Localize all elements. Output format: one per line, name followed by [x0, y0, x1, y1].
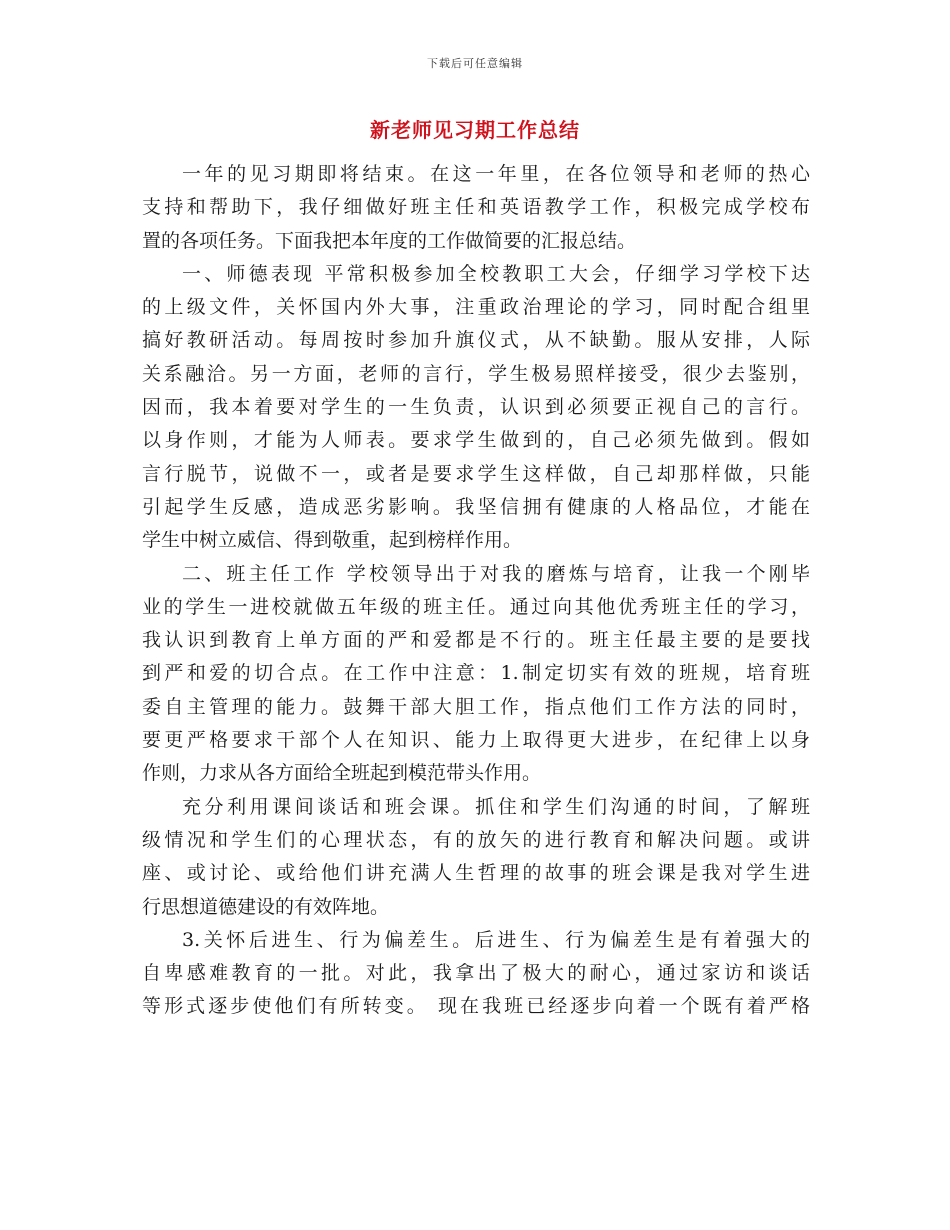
text-line: 我认识到教育上单方面的严和爱都是不行的。班主任最主要的是要找: [142, 629, 810, 652]
text-line: 座、或讨论、或给他们讲充满人生哲理的故事的班会课是我对学生进: [142, 862, 810, 885]
text-line: 业的学生一进校就做五年级的班主任。通过向其他优秀班主任的学习，: [142, 595, 810, 618]
document-body: [142, 158, 810, 1024]
paragraph-class-meetings: [142, 791, 810, 924]
text-line: 自卑感难教育的一批。对此，我拿出了极大的耐心，通过家访和谈话: [142, 962, 810, 985]
text-line: 支持和帮助下，我仔细做好班主任和英语教学工作，积极完成学校布: [142, 196, 810, 219]
text-line: 充分利用课间谈话和班会课。抓住和学生们沟通的时间，了解班: [182, 795, 810, 818]
text-line: 等形式逐步使他们有所转变。 现在我班已经逐步向着一个既有着严格: [142, 995, 810, 1018]
text-line: 言行脱节，说做不一，或者是要求学生这样做，自己却那样做，只能: [142, 462, 810, 485]
text-line: 级情况和学生们的心理状态，有的放矢的进行教育和解决问题。或讲: [142, 828, 810, 851]
text-line: 行思想道德建设的有效阵地。: [142, 895, 390, 918]
page-header-note: 下载后可任意编辑: [427, 57, 523, 70]
text-line: 二、班主任工作 学校领导出于对我的磨炼与培育，让我一个刚毕: [182, 562, 810, 585]
text-line: 因而，我本着要对学生的一生负责，认识到必须要正视自己的言行。: [142, 396, 810, 419]
text-line: 以身作则，才能为人师表。要求学生做到的，自己必须先做到。假如: [142, 429, 810, 452]
text-line: 作则，力求从各方面给全班起到模范带头作用。: [142, 762, 542, 785]
text-line: 置的各项任务。下面我把本年度的工作做简要的汇报总结。: [142, 229, 637, 252]
text-line: 到严和爱的切合点。在工作中注意：1.制定切实有效的班规，培育班: [142, 662, 810, 685]
document-title: 新老师见习期工作总结: [370, 118, 580, 142]
text-line: 一、师德表现 平常积极参加全校教职工大会，仔细学习学校下达: [182, 262, 810, 285]
text-line: 的上级文件，关怀国内外大事，注重政治理论的学习，同时配合组里: [142, 296, 810, 319]
paragraph-head-teacher: [142, 558, 810, 791]
paragraph-intro: [142, 158, 810, 258]
text-line: 关系融洽。另一方面，老师的言行，学生极易照样接受，很少去鉴别，: [142, 362, 810, 385]
text-line: 搞好教研活动。每周按时参加升旗仪式，从不缺勤。服从安排，人际: [142, 329, 810, 352]
text-line: 学生中树立威信、得到敬重，起到榜样作用。: [142, 529, 523, 552]
paragraph-ethics: [142, 258, 810, 558]
text-line: 要更严格要求干部个人在知识、能力上取得更大进步，在纪律上以身: [142, 729, 810, 752]
text-line: 一年的见习期即将结束。在这一年里，在各位领导和老师的热心: [182, 163, 810, 185]
paragraph-struggling-students: [142, 924, 810, 1024]
text-line: 3.关怀后进生、行为偏差生。后进生、行为偏差生是有着强大的: [182, 928, 810, 951]
text-line: 引起学生反感，造成恶劣影响。我坚信拥有健康的人格品位，才能在: [142, 495, 810, 518]
text-line: 委自主管理的能力。鼓舞干部大胆工作，指点他们工作方法的同时，: [142, 695, 810, 718]
